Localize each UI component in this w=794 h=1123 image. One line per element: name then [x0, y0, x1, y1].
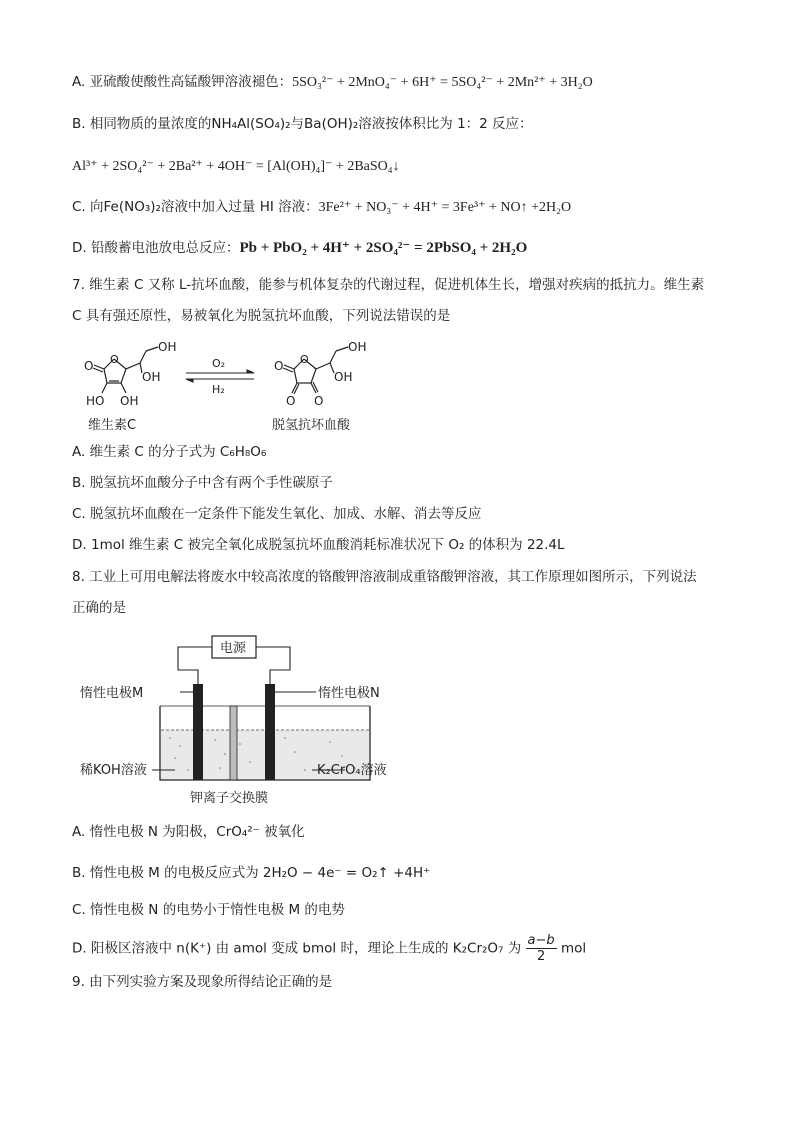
- koh-solution-label: 稀KOH溶液: [80, 763, 147, 778]
- q6-option-b-label: B. 相同物质的量浓度的NH₄Al(SO₄)₂与Ba(OH)₂溶液按体积比为 1：2 反应：: [72, 116, 533, 132]
- q6-option-d-label: D. 铅酸蓄电池放电总反应：: [72, 240, 240, 256]
- dehydroascorbic-caption: 脱氢抗坏血酸: [272, 418, 351, 433]
- q9-stem: 9. 由下列实验方案及现象所得结论正确的是: [72, 974, 333, 990]
- vitc-oh-top: OH: [158, 340, 177, 354]
- equilibrium-arrows: [186, 370, 254, 382]
- membrane-label: 钾离子交换膜: [190, 791, 269, 806]
- vitamin-c-reaction-figure: [76, 335, 386, 435]
- q8-option-a: A. 惰性电极 N 为阳极，CrO₄²⁻ 被氧化: [72, 824, 305, 840]
- q6-option-c-equation: 3Fe²⁺ + NO₃⁻ + 4H⁺ = 3Fe³⁺ + NO↑ +2H₂O: [318, 200, 572, 215]
- vitc-ho-left: HO: [86, 394, 105, 408]
- q8-option-d: [72, 933, 586, 964]
- vitc-ring-o: O: [110, 353, 119, 366]
- vitamin-c-reaction-svg: [76, 335, 386, 435]
- vitamin-c-caption: 维生素C: [88, 418, 137, 433]
- q7-stem-line2: C 具有强还原性，易被氧化为脱氢抗坏血酸，下列说法错误的是: [72, 308, 451, 324]
- q8-option-d-prefix: D. 阳极区溶液中 n(K⁺) 由 amol 变成 bmol 时，理论上生成的 K₂Cr₂O₇ 为: [72, 940, 522, 957]
- q6-option-d: [72, 238, 527, 258]
- q7-option-b: B. 脱氢抗坏血酸分子中含有两个手性碳原子: [72, 475, 333, 491]
- wire-right: [256, 647, 290, 684]
- q8-fraction-denominator: 2: [536, 949, 546, 964]
- electrode-m-label: 惰性电极M: [80, 686, 144, 701]
- vitc-o-label: O: [84, 359, 94, 373]
- electrolysis-figure: [80, 630, 400, 810]
- vitc-oh-mid: OH: [142, 370, 161, 384]
- q6-option-d-equation: Pb + PbO₂ + 4H⁺ + 2SO₄²⁻ = 2PbSO₄ + 2H₂O: [239, 240, 528, 256]
- q6-option-c: [72, 197, 571, 218]
- wire-left: [178, 647, 212, 684]
- vitc-oh-bottom: OH: [120, 394, 139, 408]
- q8-fraction-numerator: a−b: [527, 933, 555, 948]
- q6-option-c-label: C. 向Fe(NO₃)₂溶液中加入过量 HI 溶液：: [72, 199, 319, 215]
- dha-ring-o: O: [300, 353, 309, 366]
- dha-oh-top: OH: [348, 340, 367, 354]
- q8-option-d-suffix: mol: [560, 940, 587, 957]
- q8-stem-line2: 正确的是: [72, 600, 126, 616]
- electrode-m: [193, 684, 203, 780]
- arrow-h2-label: H₂: [212, 383, 225, 396]
- q6-option-a-label: A. 亚硫酸使酸性高锰酸钾溶液褪色：: [72, 74, 293, 90]
- power-supply-label: 电源: [220, 641, 247, 656]
- q8-option-d-fraction: [526, 933, 557, 964]
- q7-option-c: C. 脱氢抗坏血酸在一定条件下能发生氧化、加成、水解、消去等反应: [72, 506, 482, 522]
- dha-o-bottom-left: O: [286, 394, 296, 408]
- electrode-n: [265, 684, 275, 780]
- q8-option-c: C. 惰性电极 N 的电势小于惰性电极 M 的电势: [72, 902, 345, 918]
- q6-option-a-equation: 5SO₃²⁻ + 2MnO₄⁻ + 6H⁺ = 5SO₄²⁻ + 2Mn²⁺ + 3H₂O: [292, 75, 593, 90]
- dha-oh-mid: OH: [334, 370, 353, 384]
- electrolysis-svg: [80, 630, 400, 810]
- q7-stem-line1: 7. 维生素 C 又称 L-抗坏血酸，能参与机体复杂的代谢过程，促进机体生长，增强对疾病的抵抗力。维生素: [72, 277, 705, 293]
- q8-option-b: B. 惰性电极 M 的电极反应式为 2H₂O − 4e⁻ = O₂↑ +4H⁺: [72, 865, 431, 881]
- electrode-n-label: 惰性电极N: [318, 686, 380, 701]
- q6-option-b-equation: Al³⁺ + 2SO₄²⁻ + 2Ba²⁺ + 4OH⁻ = [Al(OH)₄]⁻ + 2BaSO₄↓: [72, 159, 400, 174]
- q8-stem-line1: 8. 工业上可用电解法将废水中较高浓度的铬酸钾溶液制成重铬酸钾溶液，其工作原理如图所示，下列说法: [72, 569, 697, 585]
- q6-option-a: [72, 72, 593, 93]
- q7-option-d: D. 1mol 维生素 C 被完全氧化成脱氢抗坏血酸消耗标准状况下 O₂ 的体积为 22.4L: [72, 537, 565, 553]
- arrow-o2-label: O₂: [212, 357, 226, 370]
- ion-exchange-membrane: [230, 706, 237, 780]
- dha-o-left: O: [274, 359, 284, 373]
- q7-option-a: A. 维生素 C 的分子式为 C₆H₈O₆: [72, 444, 267, 460]
- dha-o-bottom-right: O: [314, 394, 324, 408]
- k2cro4-solution-label: K₂CrO₄溶液: [317, 763, 387, 778]
